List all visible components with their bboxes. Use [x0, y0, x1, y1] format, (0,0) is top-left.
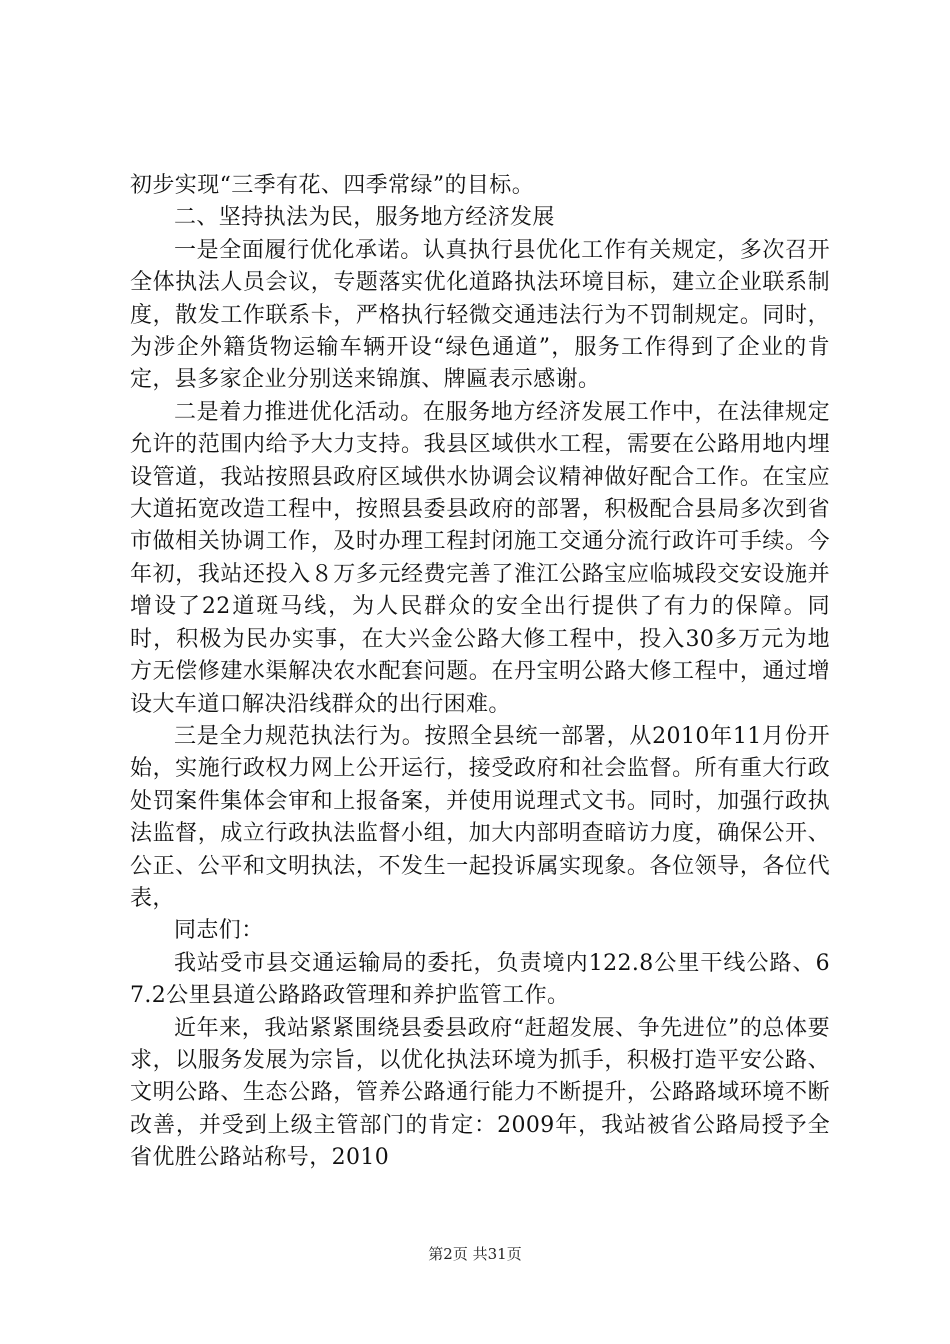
paragraph-3: 一是全面履行优化承诺。认真执行县优化工作有关规定，多次召开全体执法人员会议，专题落实优化道路执法环境目标，建立企业联系制度，散发工作联系卡，严格执行轻微交通违法行为不罚制规定。同时，为涉企外籍货物运输车辆开设“绿色通道”，服务工作得到了企业的肯定，县多家企业分别送来锦旗、牌匾表示感谢。	[130, 237, 830, 393]
document-body	[130, 170, 830, 1175]
paragraph-4: 二是着力推进优化活动。在服务地方经济发展工作中，在法律规定允许的范围内给予大力支持。我县区域供水工程，需要在公路用地内埋设管道，我站按照县政府区域供水协调会议精神做好配合工作。在宝应大道拓宽改造工程中，按照县委县政府的部署，积极配合县局多次到省市做相关协调工作，及时办理工程封闭施工交通分流行政许可手续。今年初，我站还投入８万多元经费完善了淮江公路宝应临城段交安设施并增设了22道斑马线，为人民群众的安全出行提供了有力的保障。同时，积极为民办实事，在大兴金公路大修工程中，投入30多万元为地方无偿修建水渠解决农水配套问题。在丹宝明公路大修工程中，通过增设大车道口解决沿线群众的出行困难。	[130, 399, 830, 717]
paragraph-1: 初步实现“三季有花、四季常绿”的目标。	[130, 173, 535, 198]
section-heading: 二、坚持执法为民，服务地方经济发展	[174, 205, 555, 231]
paragraph-5: 三是全力规范执法行为。按照全县统一部署，从2010年11月份开始，实施行政权力网上公开运行，接受政府和社会监督。所有重大行政处罚案件集体会审和上报备案，并使用说理式文书。同时，加强行政执法监督，成立行政执法监督小组，加大内部明查暗访力度，确保公开、公正、公平和文明执法，不发生一起投诉属实现象。各位领导，各位代表，	[130, 723, 830, 911]
page-footer	[0, 1244, 950, 1264]
page-number: 第2页 共31页	[428, 1245, 522, 1263]
paragraph-8: 近年来，我站紧紧围绕县委县政府“赶超发展、争先进位”的总体要求，以服务发展为宗旨，以优化执法环境为抓手，积极打造平安公路、文明公路、生态公路，管养公路通行能力不断提升，公路路域环境不断改善，并受到上级主管部门的肯定：2009年，我站被省公路局授予全省优胜公路站称号，2010	[130, 1015, 830, 1171]
paragraph-7: 我站受市县交通运输局的委托，负责境内122.8公里干线公路、67.2公里县道公路路政管理和养护监管工作。	[130, 950, 830, 1009]
paragraph-6: 同志们：	[174, 918, 264, 944]
